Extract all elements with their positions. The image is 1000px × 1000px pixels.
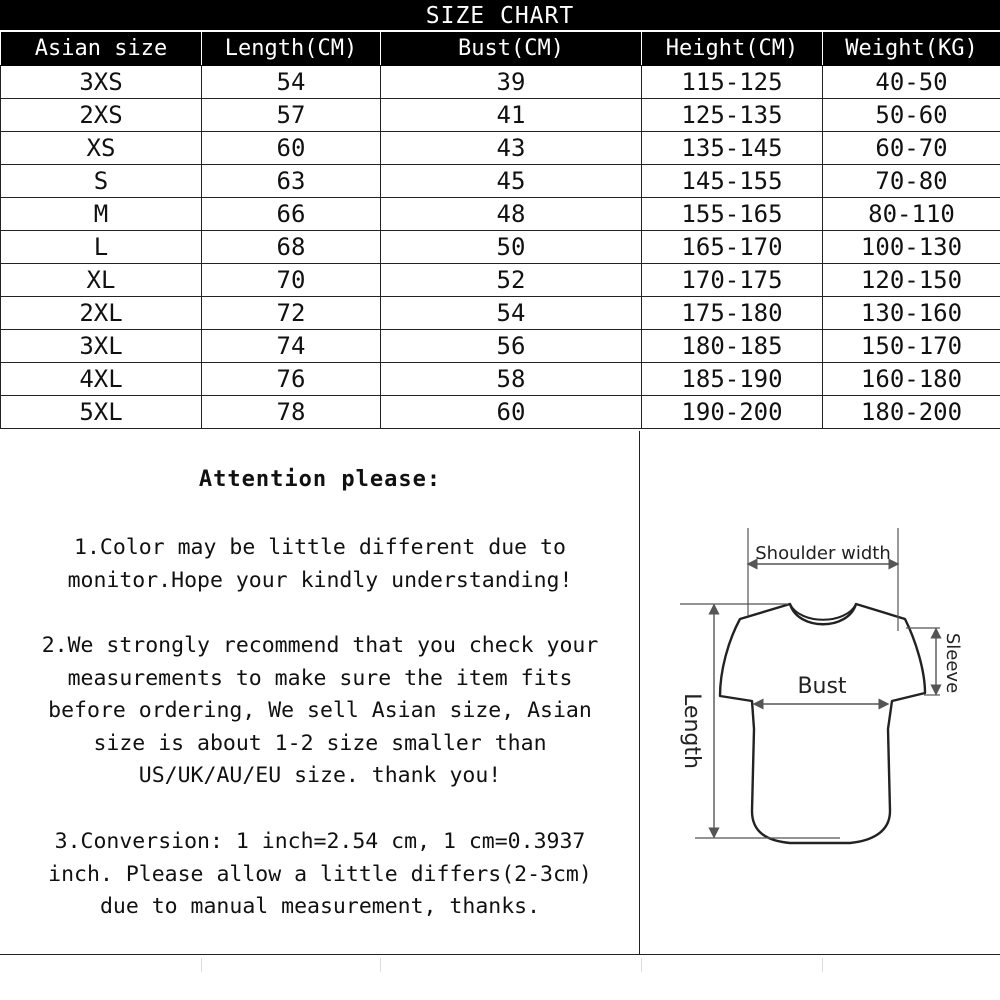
table-cell: XL bbox=[1, 264, 202, 297]
table-cell: 52 bbox=[381, 264, 642, 297]
size-chart-title: SIZE CHART bbox=[0, 0, 1000, 30]
table-cell: 72 bbox=[202, 297, 381, 330]
table-cell: 74 bbox=[202, 330, 381, 363]
table-cell: 41 bbox=[381, 99, 642, 132]
note-line: due to manual measurement, thanks. bbox=[99, 894, 541, 919]
column-header: Height(CM) bbox=[642, 32, 823, 66]
table-cell: 58 bbox=[381, 363, 642, 396]
note-1 bbox=[10, 532, 630, 597]
note-line: measurements to make sure the item fits bbox=[67, 665, 573, 691]
table-cell: 115-125 bbox=[642, 66, 823, 99]
shirt-outline bbox=[720, 604, 925, 843]
attention-panel bbox=[0, 431, 640, 955]
table-cell: 145-155 bbox=[642, 165, 823, 198]
table-cell: 120-150 bbox=[823, 264, 1000, 297]
table-cell: 3XL bbox=[1, 330, 202, 363]
table-cell: 165-170 bbox=[642, 231, 823, 264]
table-cell: 155-165 bbox=[642, 198, 823, 231]
table-row bbox=[1, 99, 1000, 132]
table-cell: 170-175 bbox=[642, 264, 823, 297]
table-cell: 50-60 bbox=[823, 99, 1000, 132]
table-cell: 66 bbox=[202, 198, 381, 231]
note-line: 2.We strongly recommend that you check your bbox=[41, 633, 599, 658]
table-row bbox=[1, 330, 1000, 363]
table-cell: 45 bbox=[381, 165, 642, 198]
table-cell: XS bbox=[1, 132, 202, 165]
table-cell: 2XS bbox=[1, 99, 202, 132]
table-cell: 180-200 bbox=[823, 396, 1000, 429]
attention-heading: Attention please: bbox=[198, 467, 442, 492]
size-table bbox=[0, 31, 1000, 429]
table-cell: 100-130 bbox=[823, 231, 1000, 264]
table-cell: 2XL bbox=[1, 297, 202, 330]
table-cell: 50 bbox=[381, 231, 642, 264]
table-cell: L bbox=[1, 231, 202, 264]
note-line: inch. Please allow a little differs(2-3cm) bbox=[48, 861, 592, 887]
table-cell: 54 bbox=[202, 66, 381, 99]
table-cell: 56 bbox=[381, 330, 642, 363]
note-line: size is about 1-2 size smaller than bbox=[93, 730, 547, 756]
table-cell: 160-180 bbox=[823, 363, 1000, 396]
table-row bbox=[1, 264, 1000, 297]
table-cell: 70-80 bbox=[823, 165, 1000, 198]
info-section bbox=[0, 431, 1000, 955]
table-cell: 135-145 bbox=[642, 132, 823, 165]
table-cell: 60 bbox=[202, 132, 381, 165]
column-header: Weight(KG) bbox=[823, 32, 1000, 66]
bust-label: Bust bbox=[797, 674, 847, 699]
table-cell: 180-185 bbox=[642, 330, 823, 363]
length-label: Length bbox=[679, 693, 704, 769]
note-line: monitor.Hope your kindly understanding! bbox=[67, 567, 573, 593]
table-cell: 57 bbox=[202, 99, 381, 132]
divider bbox=[201, 958, 202, 972]
table-cell: 78 bbox=[202, 396, 381, 429]
table-cell: 68 bbox=[202, 231, 381, 264]
table-cell: S bbox=[1, 165, 202, 198]
table-cell: 60 bbox=[381, 396, 642, 429]
table-cell: 150-170 bbox=[823, 330, 1000, 363]
table-cell: 3XS bbox=[1, 66, 202, 99]
table-row bbox=[1, 132, 1000, 165]
shoulder-width-label: Shoulder width bbox=[755, 543, 891, 564]
table-row bbox=[1, 198, 1000, 231]
table-cell: 185-190 bbox=[642, 363, 823, 396]
tshirt-icon bbox=[640, 431, 1000, 955]
table-cell: 39 bbox=[381, 66, 642, 99]
column-header: Length(CM) bbox=[202, 32, 381, 66]
note-3 bbox=[10, 826, 630, 924]
table-cell: 5XL bbox=[1, 396, 202, 429]
note-line: 3.Conversion: 1 inch=2.54 cm, 1 cm=0.3937 bbox=[54, 829, 586, 854]
table-cell: 40-50 bbox=[823, 66, 1000, 99]
table-cell: 76 bbox=[202, 363, 381, 396]
note-line: US/UK/AU/EU size. thank you! bbox=[138, 763, 502, 788]
table-cell: 125-135 bbox=[642, 99, 823, 132]
note-line: 1.Color may be little different due to bbox=[74, 535, 566, 560]
table-cell: 4XL bbox=[1, 363, 202, 396]
divider bbox=[641, 958, 642, 972]
table-cell: 43 bbox=[381, 132, 642, 165]
table-row bbox=[1, 363, 1000, 396]
table-header-row bbox=[1, 32, 1000, 66]
measurement-diagram bbox=[640, 431, 1000, 955]
table-row bbox=[1, 66, 1000, 99]
note-line: before ordering, We sell Asian size, Asian bbox=[48, 698, 592, 723]
table-cell: M bbox=[1, 198, 202, 231]
table-cell: 70 bbox=[202, 264, 381, 297]
table-cell: 48 bbox=[381, 198, 642, 231]
table-cell: 190-200 bbox=[642, 396, 823, 429]
column-header: Asian size bbox=[1, 32, 202, 66]
divider bbox=[380, 958, 381, 972]
table-cell: 54 bbox=[381, 297, 642, 330]
table-cell: 63 bbox=[202, 165, 381, 198]
table-row bbox=[1, 231, 1000, 264]
table-row bbox=[1, 165, 1000, 198]
table-row bbox=[1, 297, 1000, 330]
sleeve-label: Sleeve bbox=[942, 632, 963, 694]
note-2 bbox=[10, 630, 630, 793]
table-row bbox=[1, 396, 1000, 429]
table-cell: 80-110 bbox=[823, 198, 1000, 231]
column-header: Bust(CM) bbox=[381, 32, 642, 66]
table-cell: 130-160 bbox=[823, 297, 1000, 330]
table-cell: 60-70 bbox=[823, 132, 1000, 165]
divider bbox=[822, 958, 823, 972]
table-cell: 175-180 bbox=[642, 297, 823, 330]
